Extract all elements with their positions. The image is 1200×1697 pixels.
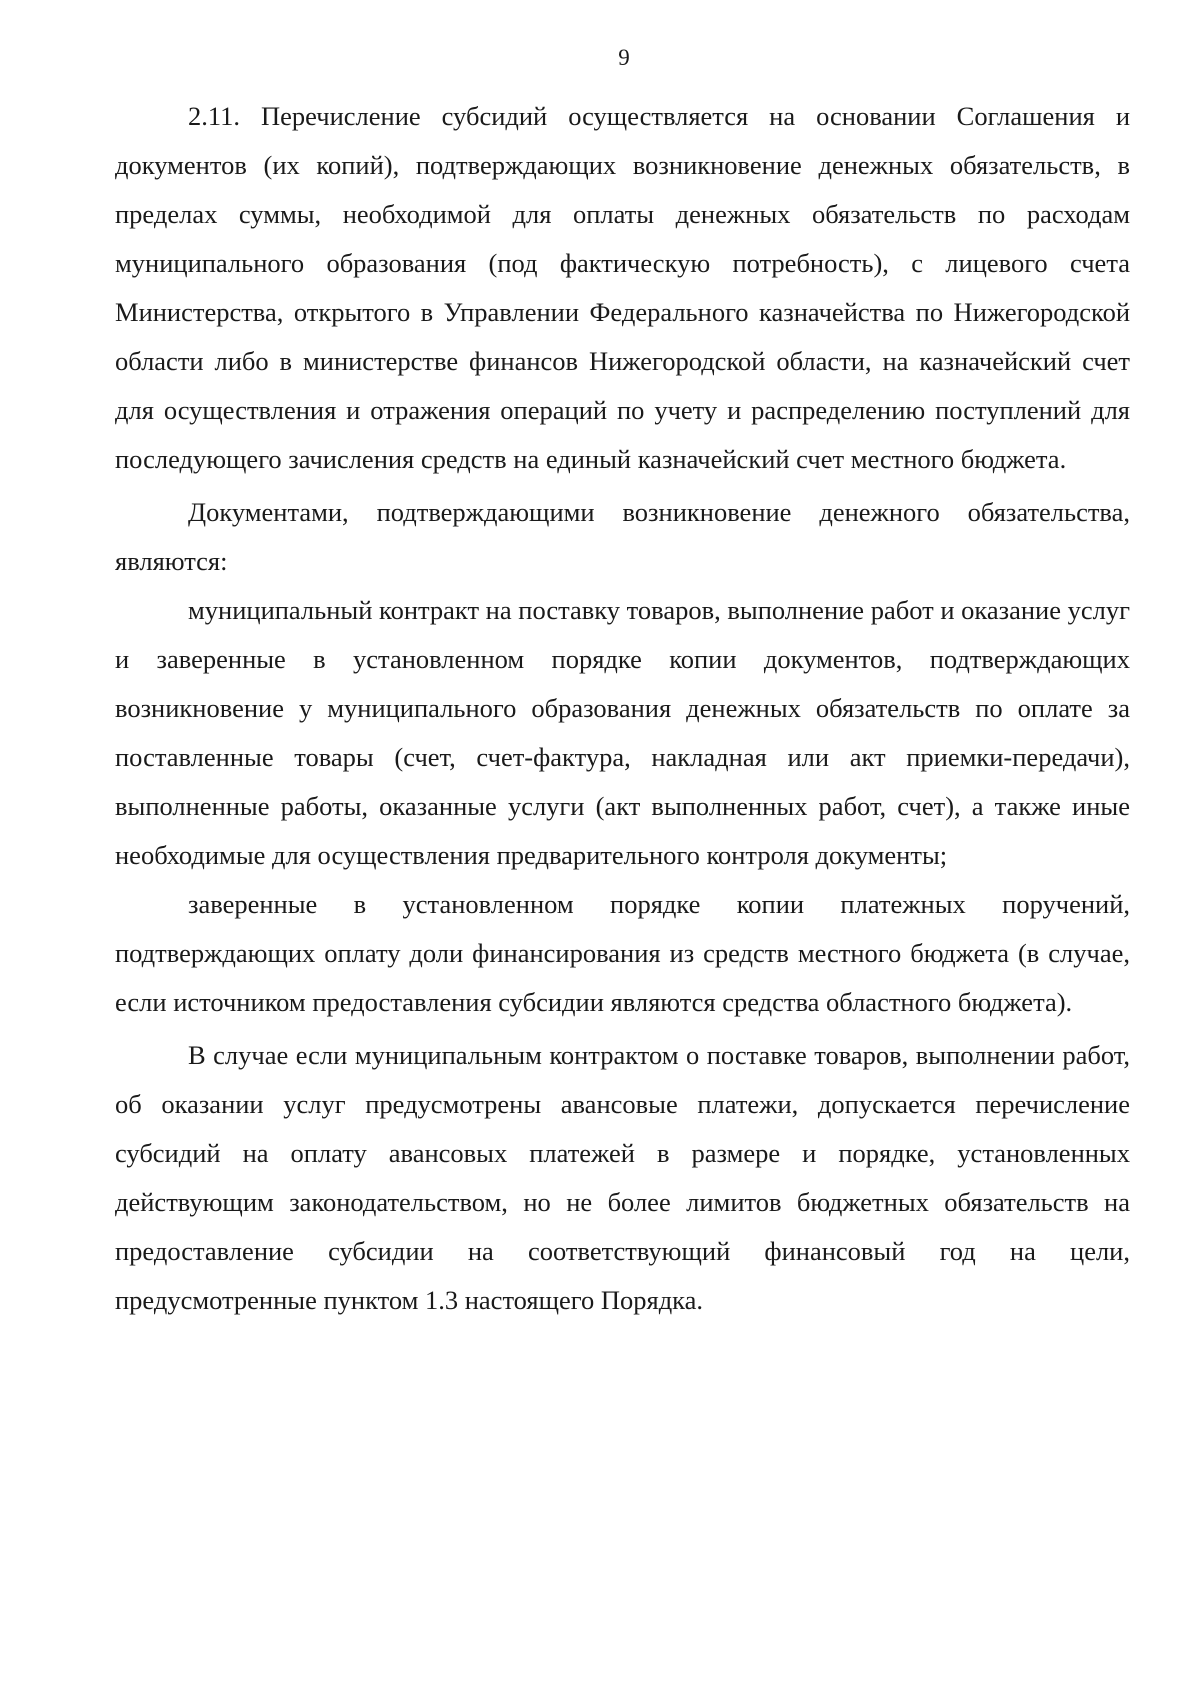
paragraph-2-11: 2.11. Перечисление субсидий осуществляется на основании Соглашения и документов (их копий), подтверждающих возникновение денежных обязательств, в пределах суммы, необходимой для оплаты денежных обязательств по расходам муниципального образования (под фактическую потребность), с лицевого счета Министерства, открытого в Управлении Федерального казначейства по Нижегородской области либо в министерстве финансов Нижегородской области, на казначейский счет для осуществления и отражения операций по учету и распределению поступлений для последующего зачисления средств на единый казначейский счет местного бюджета. [115,101,1130,474]
paragraph-municipal-contract: муниципальный контракт на поставку товаров, выполнение работ и оказание услуг и заверенные в установленном порядке копии документов, подтверждающих возникновение у муниципального образования денежных обязательств по оплате за поставленные товары (счет, счет-фактура, накладная или акт приемки-передачи), выполненные работы, оказанные услуги (акт выполненных работ, счет), а также иные необходимые для осуществления предварительного контроля документы; [115,595,1130,870]
paragraph-payment-orders: заверенные в установленном порядке копии платежных поручений, подтверждающих оплату доли финансирования из средств местного бюджета (в случае, если источником предоставления субсидии являются средства областного бюджета). [115,889,1130,1017]
paragraph-documents-intro: Документами, подтверждающими возникновение денежного обязательства, являются: [115,497,1130,576]
paragraph-advance-payments: В случае если муниципальным контрактом о поставке товаров, выполнении работ, об оказании услуг предусмотрены авансовые платежи, допускается перечисление субсидий на оплату авансовых платежей в размере и порядке, установленных действующим законодательством, но не более лимитов бюджетных обязательств на предоставление субсидии на соответствующий финансовый год на цели, предусмотренные пунктом 1.3 настоящего Порядка. [115,1040,1130,1315]
document-body [115,92,1130,1325]
page-number: 9 [618,45,630,70]
